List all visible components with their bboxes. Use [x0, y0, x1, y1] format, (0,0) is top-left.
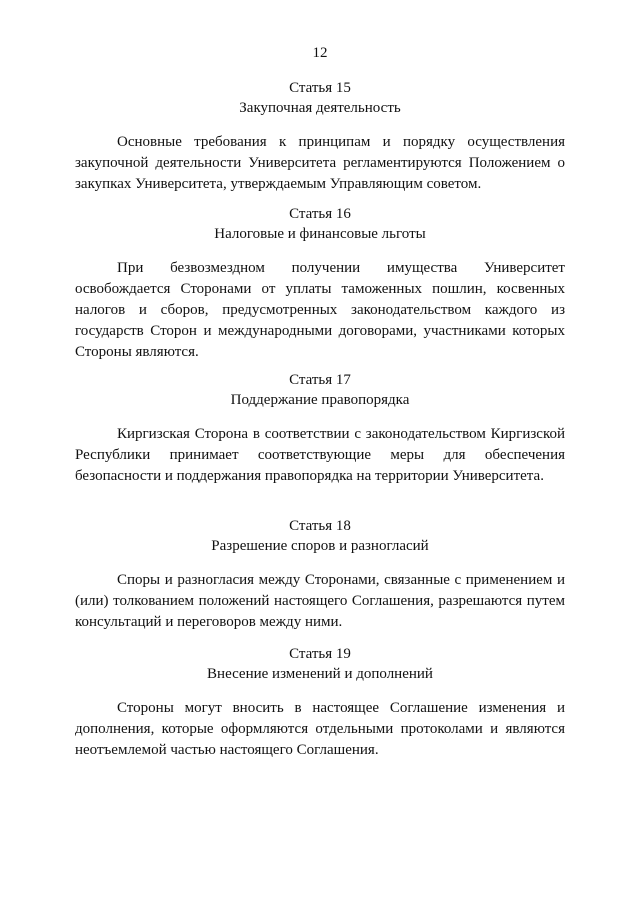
article-title: Налоговые и финансовые льготы	[214, 226, 426, 242]
article-19	[75, 644, 565, 761]
article-number: Статья 16	[289, 206, 351, 222]
article-number: Статья 15	[289, 80, 351, 96]
article-paragraph: Киргизская Сторона в соответствии с законодательством Киргизской Республики принимает соответствующие меры для обеспечения безопасности и поддержания правопорядка на территории Университета.	[75, 426, 565, 484]
article-17	[75, 370, 565, 487]
article-paragraph: Стороны могут вносить в настоящее Соглашение изменения и дополнения, которые оформляются отдельными протоколами и являются неотъемлемой частью настоящего Соглашения.	[75, 700, 565, 758]
article-paragraph: Основные требования к принципам и порядку осуществления закупочной деятельности Университета регламентируются Положением о закупках Университета, утверждаемым Управляющим советом.	[75, 134, 565, 192]
article-16	[75, 204, 565, 363]
article-number: Статья 17	[289, 372, 351, 388]
article-title: Разрешение споров и разногласий	[211, 538, 429, 554]
article-title: Внесение изменений и дополнений	[207, 666, 433, 682]
article-18	[75, 516, 565, 633]
article-number: Статья 18	[289, 518, 351, 534]
article-title: Поддержание правопорядка	[230, 392, 410, 408]
article-paragraph: Споры и разногласия между Сторонами, связанные с применением и (или) толкованием положений настоящего Соглашения, разрешаются путем консультаций и переговоров между ними.	[75, 572, 565, 630]
article-number: Статья 19	[289, 646, 351, 662]
article-title: Закупочная деятельность	[239, 100, 401, 116]
page-number: 12	[312, 45, 328, 61]
article-paragraph: При безвозмездном получении имущества Университет освобождается Сторонами от уплаты таможенных пошлин, косвенных налогов и сборов, предусмотренных законодательством каждого из государств Сторон и международными договорами, участниками которых Стороны являются.	[75, 260, 565, 360]
article-15	[75, 78, 565, 195]
